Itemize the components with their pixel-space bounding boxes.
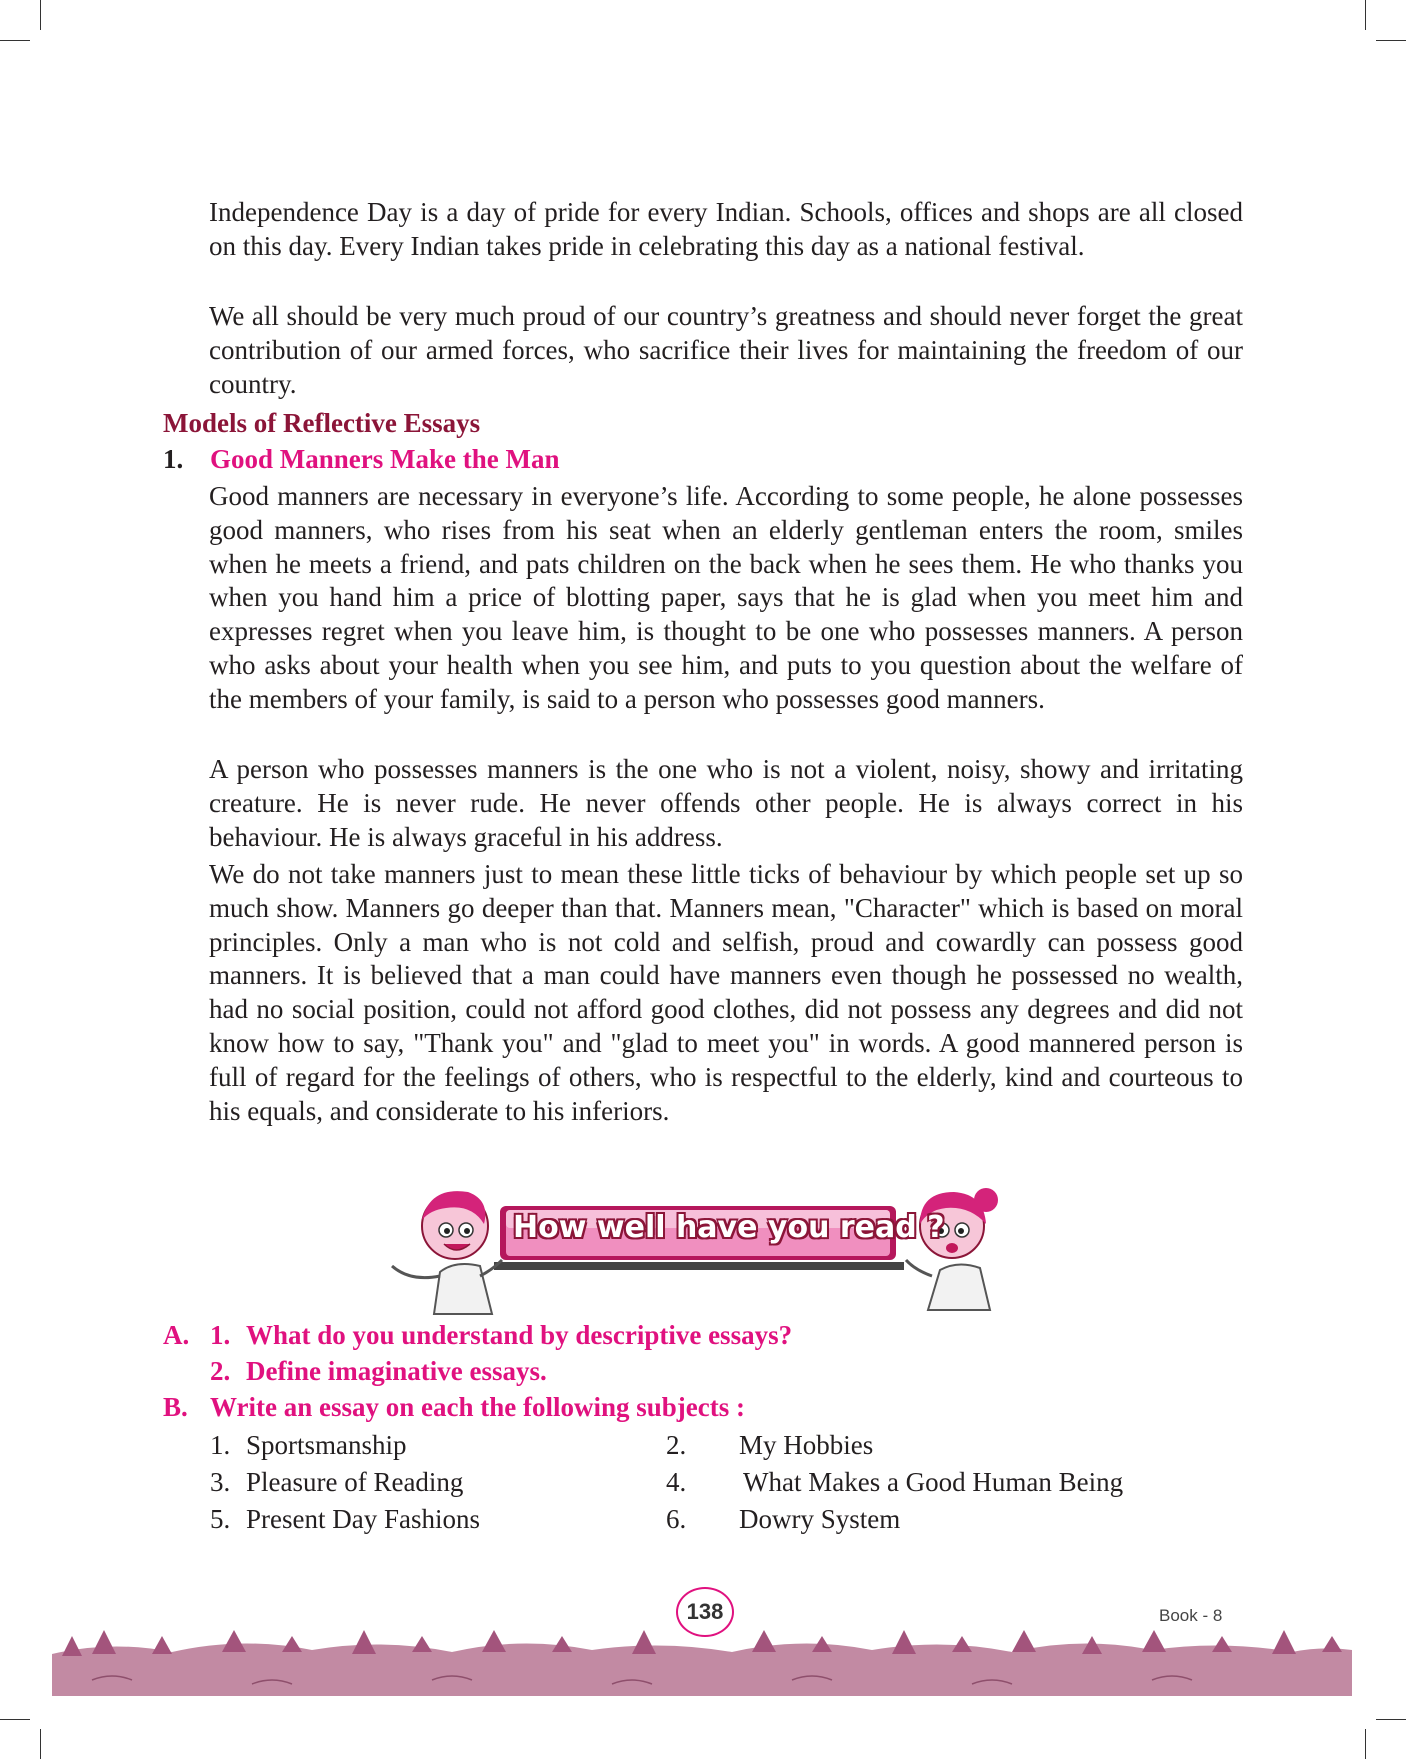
intro-paragraph-2: We all should be very much proud of our country’s greatness and should never forget the great contribution of our armed forces, who sacrifice their lives for maintaining the freedom of our country. — [209, 301, 1243, 399]
reading-banner-illustration — [380, 1180, 1020, 1315]
exercise-b-label: B. — [163, 1392, 188, 1422]
essay-number: 1. — [163, 444, 184, 474]
topic-number: 5. — [210, 1504, 231, 1534]
intro-paragraph-1: Independence Day is a day of pride for every Indian. Schools, offices and shops are all closed on this day. Every Indian takes pride in celebrating this day as a national festival. — [209, 197, 1243, 261]
topic-item: Dowry System — [739, 1504, 901, 1534]
topic-number: 2. — [666, 1430, 687, 1460]
essay-title: Good Manners Make the Man — [210, 444, 560, 474]
book-label: Book - 8 — [1159, 1606, 1223, 1625]
section-title: Models of Reflective Essays — [163, 408, 481, 438]
essay-paragraph-1: Good manners are necessary in everyone’s life. According to some people, he alone possesses good manners, who rises from his seat when an elderly gentleman enters the room, smiles when he meets a friend, and pats children on the back when he sees them. He who thanks you when you hand him a price of blotting paper, says that he is glad when you meet him and expresses regret when you leave him, is thought to be one who possesses manners. A person who asks about your health when you see him, and puts to you question about the welfare of the members of your family, is said to a person who possesses good manners. — [209, 481, 1243, 714]
topic-number: 1. — [210, 1430, 231, 1460]
exercise-a-label: A. — [163, 1320, 190, 1350]
topic-number: 4. — [666, 1467, 687, 1497]
girl-cartoon-icon — [906, 1188, 998, 1310]
banner-title: How well have you read ? — [513, 1210, 945, 1245]
exercise-a-num-1: 1. — [210, 1320, 231, 1350]
exercise-a-num-2: 2. — [210, 1356, 231, 1386]
topic-item: Sportsmanship — [246, 1430, 407, 1460]
essay-paragraph-2: A person who possesses manners is the one who is not a violent, noisy, showy and irritating creature. He is never rude. He never offends other people. He is always correct in his behaviour. He is always graceful in his address. — [209, 754, 1243, 852]
page-number: 138 — [676, 1587, 734, 1637]
topic-item: What Makes a Good Human Being — [743, 1467, 1124, 1497]
topic-number: 6. — [666, 1504, 687, 1534]
essay-paragraph-3: We do not take manners just to mean these little ticks of behaviour by which people set up so much show. Manners go deeper than that. Manners mean, "Character" which is based on moral principles. Only a man who is not cold and selfish, proud and cowardly can possess good manners. It is believed that a man could have manners even though he possessed no wealth, had no social position, could not afford good clothes, did not possess any degrees and did not know how to say, "Thank you" and "glad to meet you" in words. A good mannered person is full of regard for the feelings of others, who is respectful to the elderly, kind and courteous to his equals, and considerate to his inferiors. — [209, 859, 1243, 1126]
topic-item: Pleasure of Reading — [246, 1467, 464, 1497]
topic-item: My Hobbies — [739, 1430, 874, 1460]
exercise-a-question-1: What do you understand by descriptive essays? — [246, 1320, 793, 1350]
exercise-b-prompt: Write an essay on each the following subjects : — [210, 1392, 745, 1422]
boy-cartoon-icon — [392, 1191, 502, 1314]
topic-number: 3. — [210, 1467, 231, 1497]
topic-item: Present Day Fashions — [246, 1504, 480, 1534]
exercise-a-question-2: Define imaginative essays. — [246, 1356, 547, 1386]
